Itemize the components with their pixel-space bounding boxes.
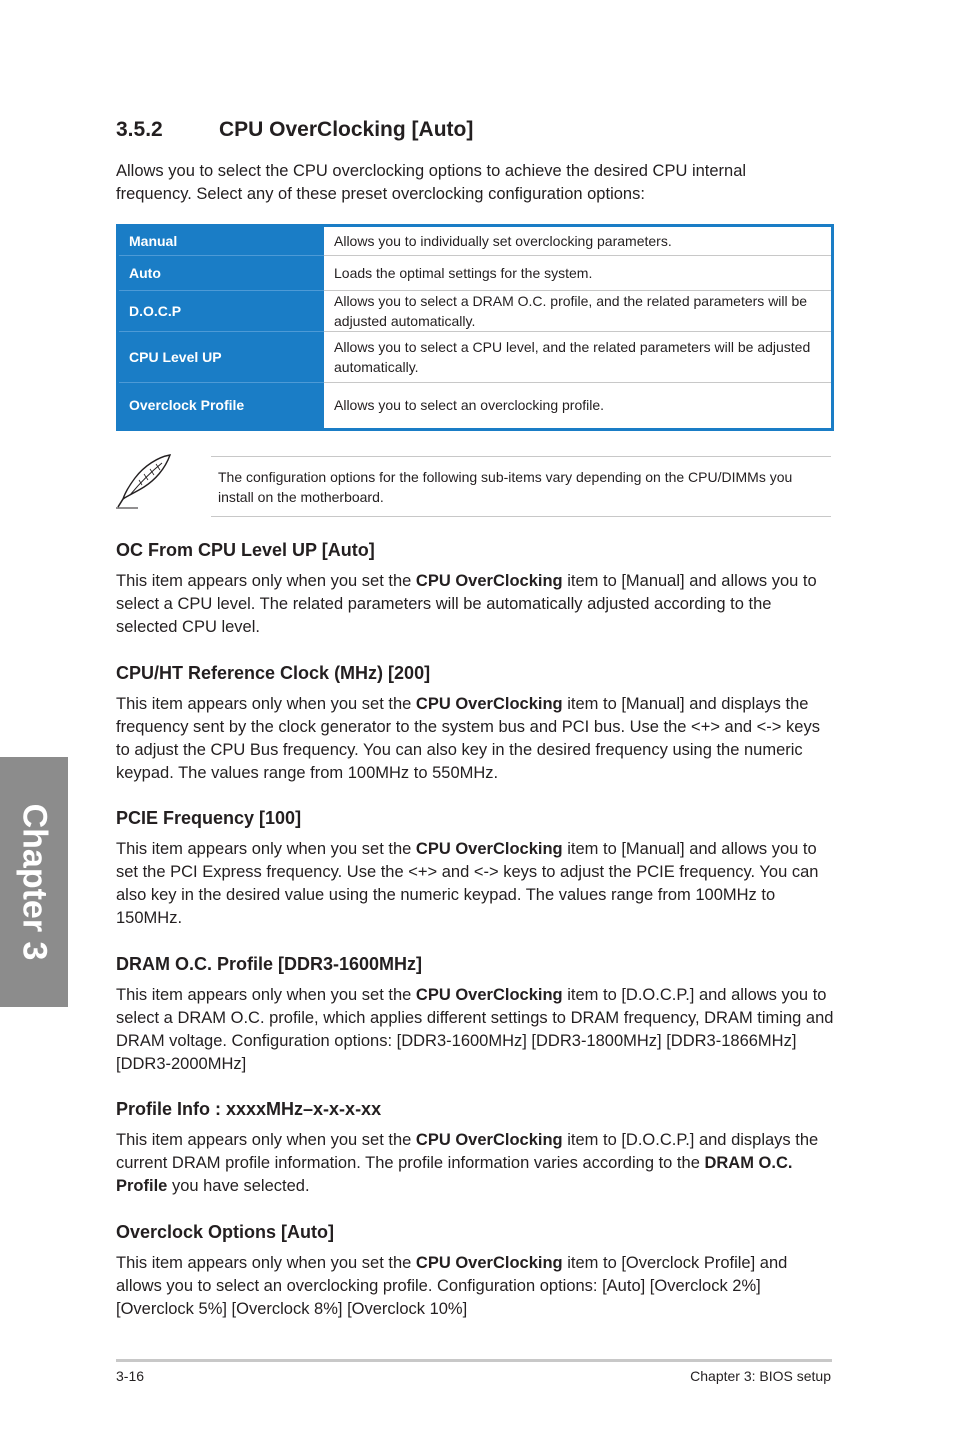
item-description: [116, 1129, 836, 1198]
bold-term: CPU OverClocking: [415, 1254, 563, 1272]
table-row: [118, 332, 833, 382]
bold-term: CPU OverClocking: [415, 986, 563, 1004]
section-title: [116, 118, 473, 142]
text-run: This item appears only when you set the: [116, 1131, 416, 1149]
option-name: D.O.C.P: [118, 290, 325, 331]
option-desc: Loads the optimal settings for the system.: [324, 256, 833, 290]
page-number: 3-16: [116, 1368, 145, 1384]
note-text: The configuration options for the following sub-items vary depending on the CPU/DIMMs you install on the motherboard.: [218, 469, 793, 505]
options-table: [116, 224, 834, 431]
text-run: This item appears only when you set the: [116, 986, 416, 1004]
item-title: Profile Info : xxxxMHz–x-x-x-xx: [116, 1099, 382, 1119]
text-run: This item appears only when you set the: [116, 572, 416, 590]
quill-pen-icon: [114, 452, 174, 512]
item-description: [116, 838, 836, 930]
table-row: [118, 226, 833, 256]
option-desc: Allows you to select a DRAM O.C. profile, and the related parameters will be adjusted automatically.: [324, 290, 833, 331]
text-run: you have selected.: [167, 1177, 310, 1195]
text-run: This item appears only when you set the: [116, 695, 416, 713]
chapter-tab-label: Chapter 3: [15, 803, 54, 961]
option-name: Auto: [118, 256, 325, 290]
option-name: Manual: [118, 226, 325, 256]
option-name: Overclock Profile: [118, 382, 325, 430]
text-run: This item appears only when you set the: [116, 1254, 416, 1272]
footer-rule: [116, 1359, 832, 1362]
item-title: PCIE Frequency [100]: [116, 808, 302, 828]
text-run: item to [Overclock Profile] and allows you to select an overclocking profile. Configuration options: [Auto] [Overclock 2%] [Overclock 5%] [Overclock 8%] [Overclock 10%]: [116, 1254, 788, 1318]
item-title: Overclock Options [Auto]: [116, 1222, 335, 1242]
text-run: item to [Manual] and displays the frequency sent by the clock generator to the system bus and PCI bus. Use the <+> and <-> keys to adjust the CPU Bus frequency. You can also key in the desired frequency using the numeric keypad. The values range from 100MHz to 550MHz.: [116, 695, 820, 782]
item-description: [116, 693, 836, 785]
bold-term: CPU OverClocking: [415, 572, 563, 590]
section-intro: Allows you to select the CPU overclocking options to achieve the desired CPU internal frequency. Select any of these preset overclocking configuration options:: [116, 162, 747, 203]
option-desc: Allows you to individually set overclocking parameters.: [324, 226, 833, 256]
text-run: item to [D.O.C.P.] and allows you to select a DRAM O.C. profile, which applies different settings to DRAM frequency, DRAM timing and DRAM voltage. Configuration options: [DDR3-1600MHz] [DDR3-1800MHz] [DDR3-1866MHz] [DDR3-2000MHz]: [116, 986, 834, 1073]
bold-term: CPU OverClocking: [415, 840, 563, 858]
item-title: DRAM O.C. Profile [DDR3-1600MHz]: [116, 954, 423, 974]
item-title: OC From CPU Level UP [Auto]: [116, 540, 375, 560]
text-run: item to [Manual] and allows you to select a CPU level. The related parameters will be automatically adjusted according to the selected CPU level.: [116, 572, 817, 636]
section-name: CPU OverClocking [Auto]: [219, 118, 474, 141]
text-run: item to [Manual] and allows you to set the PCI Express frequency. Use the <+> and <-> keys to adjust the PCIE frequency. You can also key in the desired value using the numeric keypad. The values range from 100MHz to 150MHz.: [116, 840, 819, 927]
item-description: [116, 1252, 836, 1321]
text-run: item to [D.O.C.P.] and displays the current DRAM profile information. The profile information varies according to the: [116, 1131, 819, 1172]
item-description: [116, 984, 836, 1076]
note-top-rule: [211, 456, 831, 457]
bold-term: DRAM O.C. Profile: [116, 1154, 793, 1195]
table-row: [118, 290, 833, 331]
section-number: 3.5.2: [116, 118, 163, 141]
bold-term: CPU OverClocking: [415, 695, 563, 713]
text-run: This item appears only when you set the: [116, 840, 416, 858]
bold-term: CPU OverClocking: [415, 1131, 563, 1149]
footer-chapter: Chapter 3: BIOS setup: [690, 1368, 831, 1384]
option-desc: Allows you to select an overclocking profile.: [334, 397, 605, 414]
chapter-tab: [0, 757, 68, 1007]
note-bottom-rule: [211, 516, 831, 517]
option-name: CPU Level UP: [118, 332, 325, 382]
item-description: [116, 570, 836, 639]
table-row: [118, 382, 833, 430]
table-row: [118, 256, 833, 290]
option-desc: Allows you to select a CPU level, and the related parameters will be adjusted automatically.: [324, 332, 833, 382]
item-title: CPU/HT Reference Clock (MHz) [200]: [116, 663, 431, 683]
